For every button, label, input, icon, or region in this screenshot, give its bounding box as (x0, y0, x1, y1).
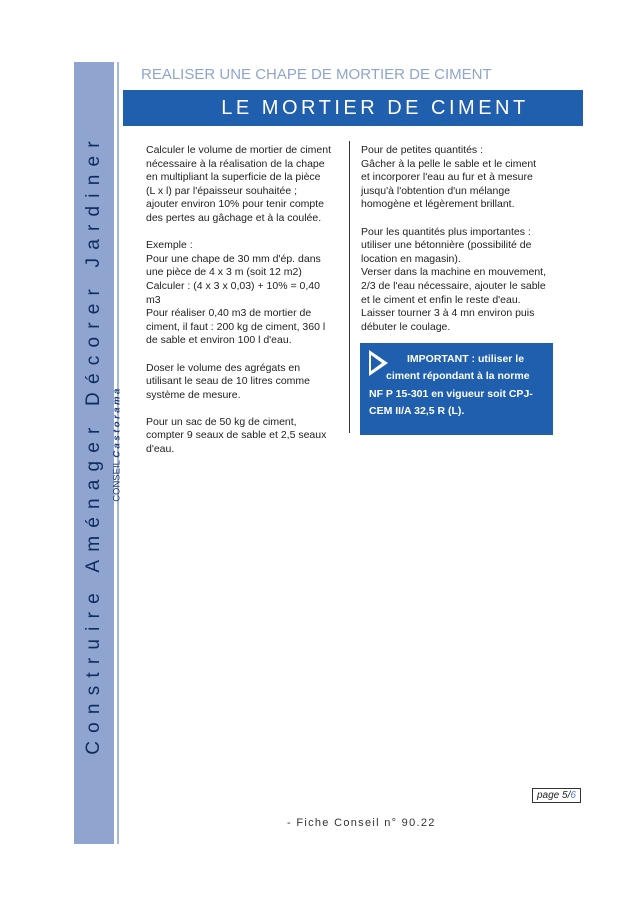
page-number: page 5/ (537, 790, 571, 801)
paragraph-large-quantities: Pour les quantités plus importantes : utiliser une bétonnière (possibilité de location en magasin). Verser dans la machine en mouvement, 2/3 de l'eau nécessaire, ajouter le sable et le ciment et enfin le reste d'eau. Laisser tourner 3 à 4 mn environ puis débuter le coulage. (361, 225, 547, 333)
paragraph-volume-calculation: Calculer le volume de mortier de ciment nécessaire à la réalisation de la chape en multipliant la superficie de la pièce (L x l) par l'épaisseur souhaitée ; ajouter environ 10% pour tenir compte des pertes au gâchage et à la coulée. (146, 144, 331, 224)
footer-fiche-number: - Fiche Conseil n° 90.22 (287, 817, 436, 829)
castorama-brand: Castorama (111, 386, 123, 458)
paragraph-dosage: Doser le volume des agrégats en utilisant le seau de 10 litres comme système de mesure. (146, 361, 310, 401)
important-line-2: ciment répondant à la norme (386, 370, 530, 382)
important-line-1: IMPORTANT : utiliser le (407, 353, 525, 365)
title-banner (123, 90, 583, 126)
right-column (361, 144, 561, 348)
paragraph-example: Exemple : Pour une chape de 30 mm d'ép. dans une pièce de 4 x 3 m (soit 12 m2) Calculer : (4 x 3 x 0,03) + 10% = 0,40 m3 Pour réaliser 0,40 m3 de mortier de ciment, il faut : 200 kg de ciment, 360 l de sable et environ 100 l d'eau. (146, 239, 326, 347)
important-line-3: NF P 15-301 en vigueur soit CPJ- (369, 388, 533, 400)
column-divider (349, 141, 350, 433)
conseil-word: CONSEIL (111, 457, 123, 502)
page-indicator (532, 788, 581, 803)
left-column (146, 144, 346, 470)
sidebar-vertical-title: Construire Aménager Décorer Jardiner (83, 133, 104, 755)
conseil-castorama-label (112, 386, 123, 502)
important-line-4: CEM II/A 32,5 R (L). (369, 405, 465, 417)
page-total: 6 (570, 790, 576, 801)
page-subtitle: REALISER UNE CHAPE DE MORTIER DE CIMENT (141, 66, 492, 83)
important-notice-box (360, 343, 553, 435)
page-title: LE MORTIER DE CIMENT (221, 97, 529, 119)
paragraph-small-quantities: Pour de petites quantités : Gâcher à la pelle le sable et le ciment et incorporer l'eau au fur et à mesure jusqu'à l'obtention d'un mélange homogène et légèrement brillant. (361, 144, 537, 211)
paragraph-bag-ratio: Pour un sac de 50 kg de ciment, compter 9 seaux de sable et 2,5 seaux d'eau. (146, 415, 327, 456)
